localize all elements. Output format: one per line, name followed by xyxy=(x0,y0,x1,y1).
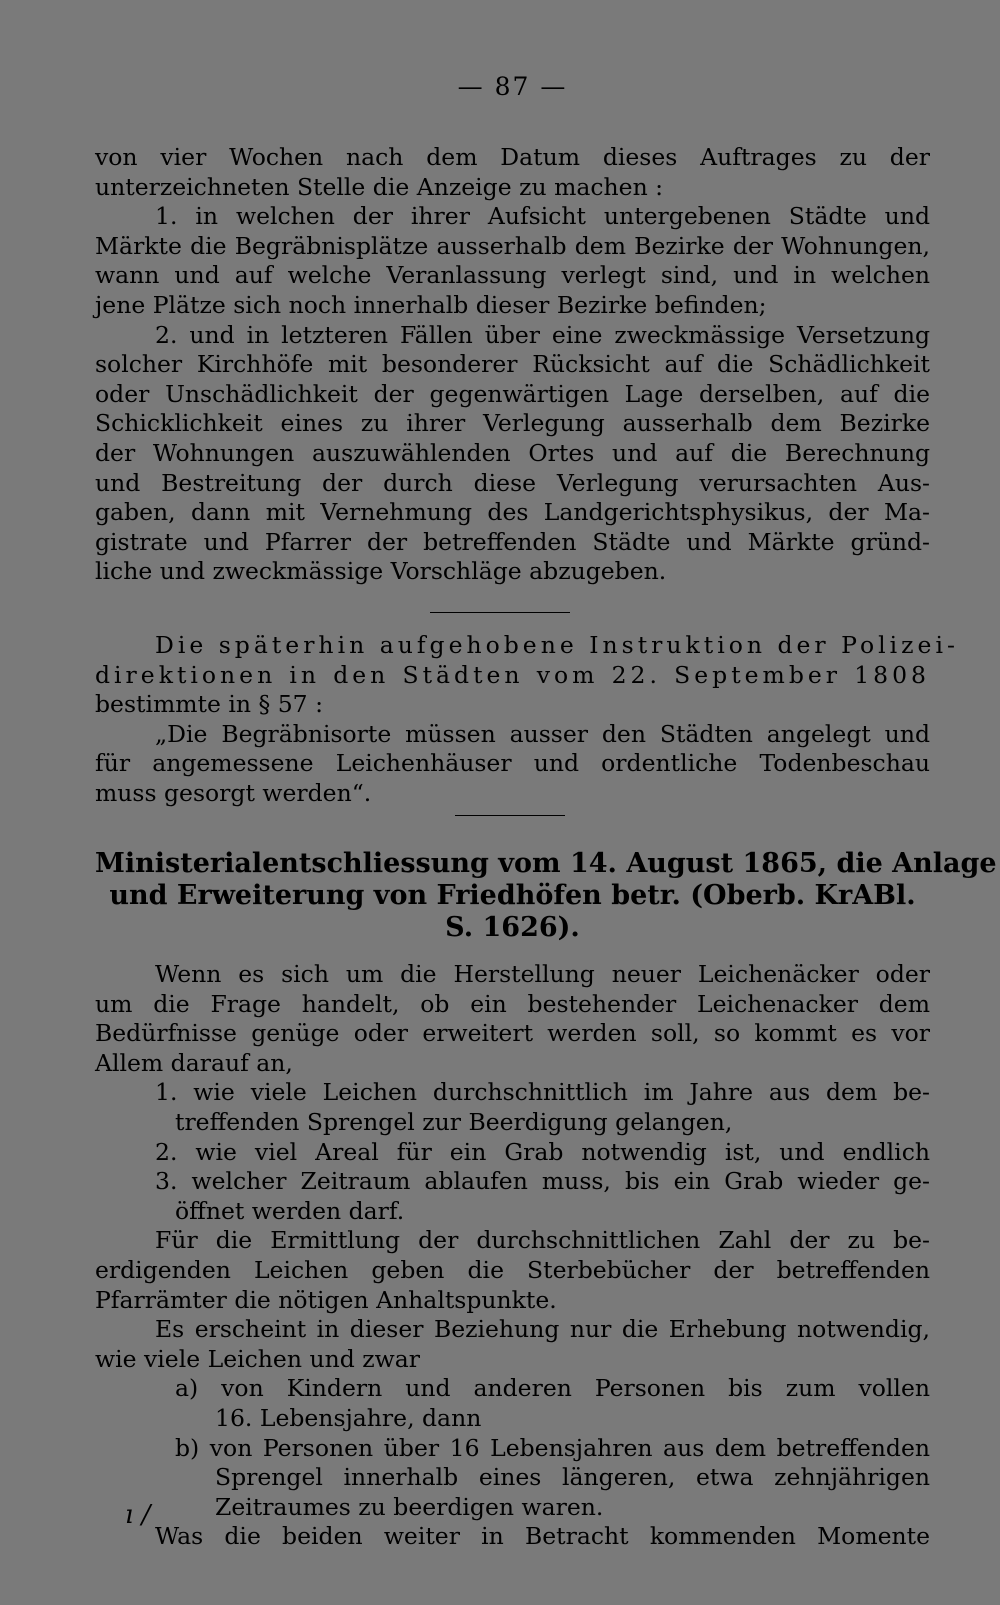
text-line: Allem darauf an, xyxy=(95,1048,293,1077)
text-line: Es erscheint in dieser Beziehung nur die Erhebung notwendig, xyxy=(155,1315,930,1344)
text-line: für angemessene Leichenhäuser und ordentliche Todenbeschau xyxy=(95,749,930,778)
margin-marks: ı / xyxy=(125,1500,151,1530)
text-line: oder Unschädlichkeit der gegenwärtigen Lage derselben, auf die xyxy=(95,379,930,408)
list-item-continuation: öffnet werden darf. xyxy=(175,1196,405,1225)
text-line: gaben, dann mit Vernehmung des Landgerichtsphysikus, der Ma- xyxy=(95,498,930,527)
heading-line: S. 1626). xyxy=(445,912,580,943)
text-line: direktionen in den Städten vom 22. September 1808 xyxy=(95,660,930,689)
text-line: und Bestreitung der durch diese Verlegung verursachten Aus- xyxy=(95,468,930,497)
list-item: 1. wie viele Leichen durchschnittlich im Jahre aus dem be- xyxy=(155,1078,930,1107)
text-line: „Die Begräbnisorte müssen ausser den Städten angelegt und xyxy=(155,719,930,748)
body-paragraphs xyxy=(95,960,930,1552)
text-line: jene Plätze sich noch innerhalb dieser Bezirke befinden; xyxy=(95,290,767,319)
text-line: Was die beiden weiter in Betracht kommenden Momente xyxy=(155,1522,930,1551)
text-line: erdigenden Leichen geben die Sterbebücher der betreffenden xyxy=(95,1255,930,1284)
text-line: Pfarrämter die nötigen Anhaltspunkte. xyxy=(95,1285,557,1314)
section-divider xyxy=(430,612,570,613)
text-line: Die späterhin aufgehobene Instruktion der Polizei- xyxy=(155,631,959,659)
list-item: 2. wie viel Areal für ein Grab notwendig ist, und endlich xyxy=(155,1137,930,1166)
text-line: muss gesorgt werden“. xyxy=(95,778,372,807)
heading-line: Ministerialentschliessung vom 14. August 1865, die Anlage xyxy=(95,848,997,879)
list-item-continuation: treffenden Sprengel zur Beerdigung gelangen, xyxy=(175,1107,733,1136)
list-item: a) von Kindern und anderen Personen bis zum vollen xyxy=(175,1374,930,1403)
instruktion-paragraph xyxy=(95,631,959,809)
list-item-continuation: Zeitraumes zu beerdigen waren. xyxy=(215,1492,604,1521)
list-item-continuation: Sprengel innerhalb eines längeren, etwa zehnjährigen xyxy=(215,1463,930,1492)
text-line: solcher Kirchhöfe mit besonderer Rücksicht auf die Schädlichkeit xyxy=(95,350,930,379)
list-item-continuation: 16. Lebensjahre, dann xyxy=(215,1403,482,1432)
list-item: b) von Personen über 16 Lebensjahren aus dem betreffenden xyxy=(175,1433,930,1462)
text-line: um die Frage handelt, ob ein bestehender Leichenacker dem xyxy=(95,989,930,1018)
text-line: von vier Wochen nach dem Datum dieses Auftrages zu der xyxy=(95,143,930,171)
text-line: liche und zweckmässige Vorschläge abzugeben. xyxy=(95,557,667,586)
text-line: unterzeichneten Stelle die Anzeige zu machen : xyxy=(95,172,664,201)
heading-line: und Erweiterung von Friedhöfen betr. (Oberb. KrABl. xyxy=(109,880,916,911)
intro-paragraph xyxy=(95,143,930,587)
text-line: Bedürfnisse genüge oder erweitert werden soll, so kommt es vor xyxy=(95,1019,930,1048)
book-page xyxy=(95,0,997,1605)
text-line: Wenn es sich um die Herstellung neuer Leichenäcker oder xyxy=(155,960,930,988)
text-line: gistrate und Pfarrer der betreffenden Städte und Märkte gründ- xyxy=(95,527,930,556)
text-line: wann und auf welche Veranlassung verlegt sind, und in welchen xyxy=(95,261,930,290)
text-line: bestimmte in § 57 : xyxy=(95,690,323,719)
text-line: 2. und in letzteren Fällen über eine zweckmässige Versetzung xyxy=(155,320,930,349)
text-line: 1. in welchen der ihrer Aufsicht untergebenen Städte und xyxy=(155,202,930,231)
list-item: 3. welcher Zeitraum ablaufen muss, bis ein Grab wieder ge- xyxy=(155,1167,930,1196)
text-line: Märkte die Begräbnisplätze ausserhalb dem Bezirke der Wohnungen, xyxy=(95,231,930,260)
text-line: der Wohnungen auszuwählenden Ortes und auf die Berechnung xyxy=(95,438,930,467)
section-divider xyxy=(455,815,565,816)
section-heading xyxy=(95,848,997,944)
text-line: Schicklichkeit eines zu ihrer Verlegung ausserhalb dem Bezirke xyxy=(95,409,930,438)
text-line: Für die Ermittlung der durchschnittlichen Zahl der zu be- xyxy=(155,1226,930,1255)
text-line: wie viele Leichen und zwar xyxy=(95,1344,420,1373)
page-number: — 87 — xyxy=(457,72,568,101)
